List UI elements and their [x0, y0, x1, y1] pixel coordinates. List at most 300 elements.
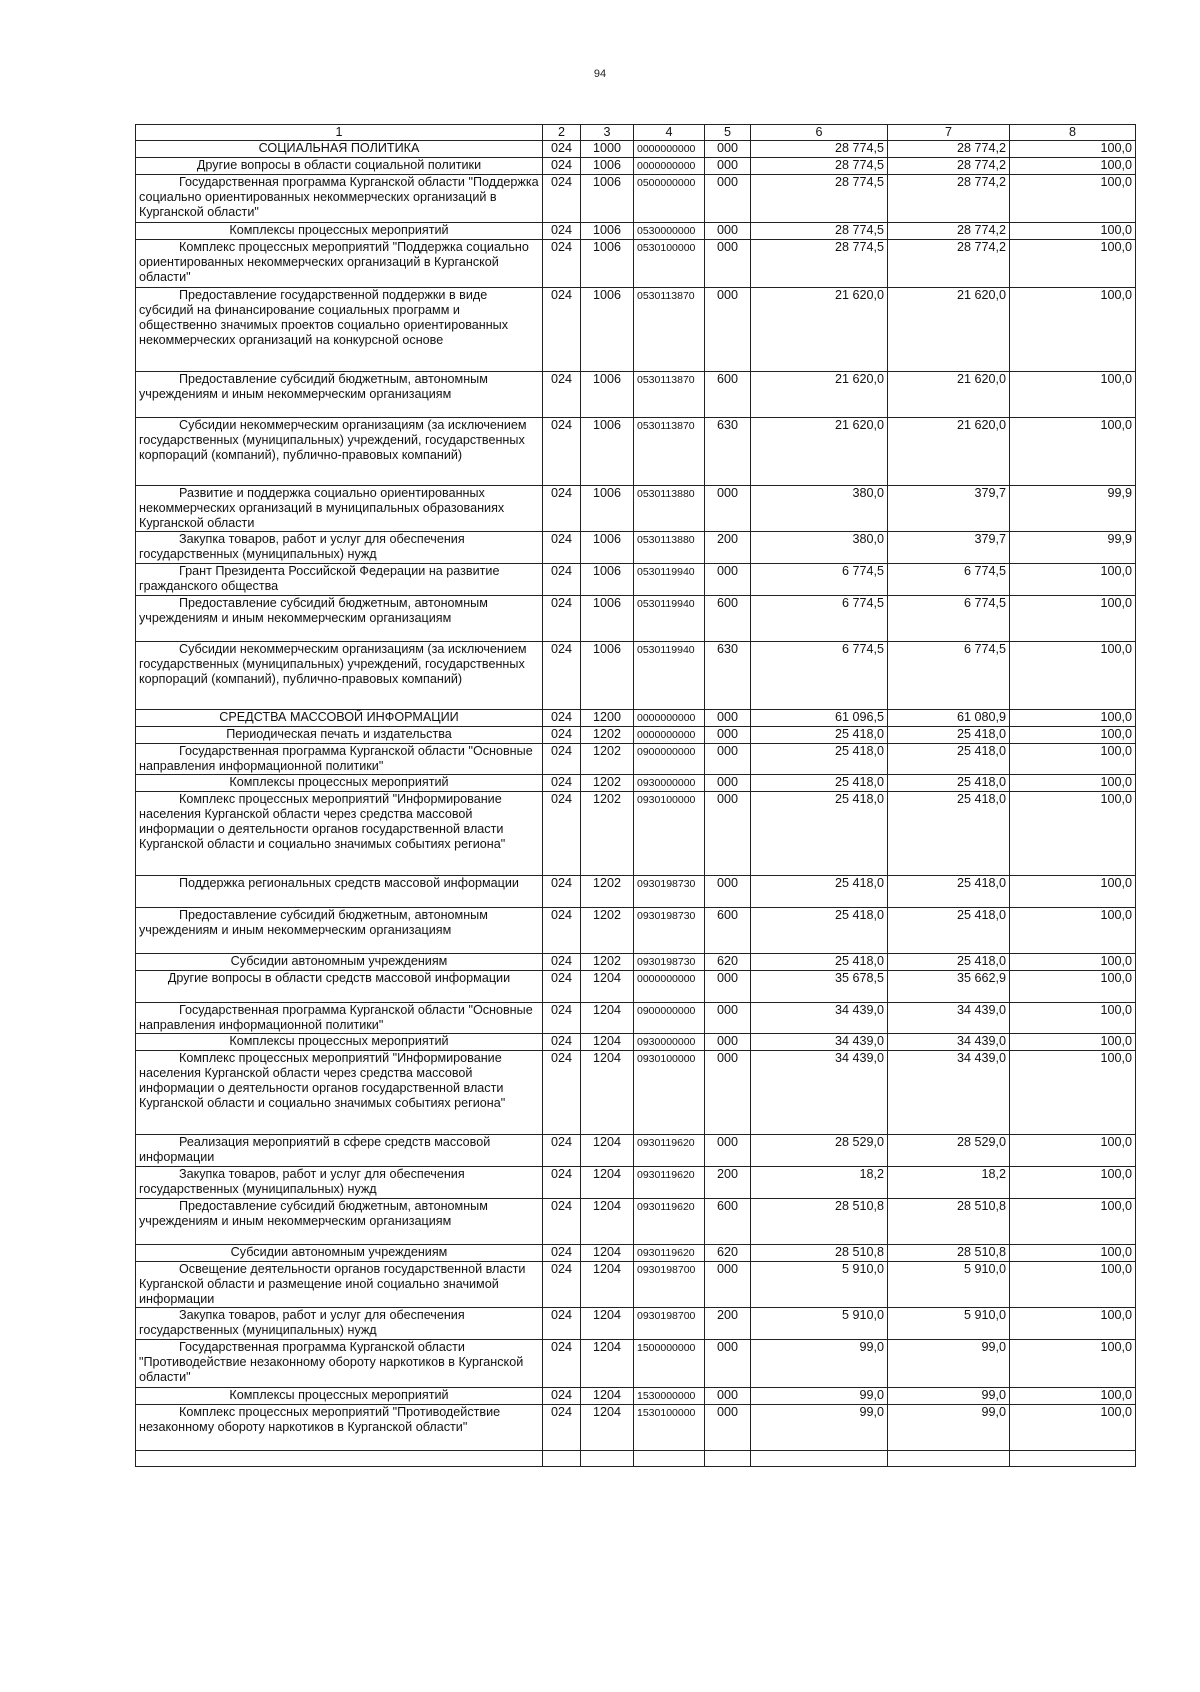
execution-percent: 100,0	[1010, 1340, 1136, 1388]
expense-type-code: 000	[705, 1388, 751, 1405]
target-article-code: 0000000000	[634, 710, 705, 727]
ministry-code: 024	[543, 1405, 581, 1451]
planned-amount: 28 510,8	[751, 1199, 888, 1245]
ministry-code: 024	[543, 1245, 581, 1262]
section-code: 1202	[581, 792, 634, 876]
expense-type-code: 000	[705, 744, 751, 775]
executed-amount: 28 510,8	[888, 1199, 1010, 1245]
table-row	[136, 1167, 1136, 1199]
table-row	[136, 908, 1136, 954]
planned-amount: 6 774,5	[751, 642, 888, 710]
expense-type-code: 600	[705, 908, 751, 954]
item-name: Предоставление субсидий бюджетным, автономным учреждениям и иным некоммерческим организациям	[136, 372, 543, 418]
ministry-code: 024	[543, 1388, 581, 1405]
budget-execution-table	[135, 124, 1136, 1467]
planned-amount: 28 774,5	[751, 158, 888, 175]
target-article-code: 0930198700	[634, 1262, 705, 1308]
planned-amount: 28 529,0	[751, 1135, 888, 1167]
execution-percent: 100,0	[1010, 1388, 1136, 1405]
target-article-code: 0930000000	[634, 775, 705, 792]
target-article-code: 1530100000	[634, 1405, 705, 1451]
target-article-code: 0900000000	[634, 1003, 705, 1034]
expense-type-code: 000	[705, 971, 751, 1003]
table-row	[136, 1135, 1136, 1167]
planned-amount: 5 910,0	[751, 1262, 888, 1308]
execution-percent: 100,0	[1010, 418, 1136, 486]
target-article-code: 0530119940	[634, 642, 705, 710]
target-article-code: 0500000000	[634, 175, 705, 223]
executed-amount: 25 418,0	[888, 954, 1010, 971]
section-code: 1006	[581, 240, 634, 288]
executed-amount: 25 418,0	[888, 792, 1010, 876]
table-row	[136, 486, 1136, 532]
blank-cell	[888, 1451, 1010, 1467]
executed-amount: 21 620,0	[888, 372, 1010, 418]
executed-amount: 61 080,9	[888, 710, 1010, 727]
ministry-code: 024	[543, 240, 581, 288]
expense-type-code: 000	[705, 876, 751, 908]
expense-type-code: 000	[705, 1262, 751, 1308]
target-article-code: 0000000000	[634, 971, 705, 1003]
target-article-code: 0930119620	[634, 1135, 705, 1167]
ministry-code: 024	[543, 908, 581, 954]
section-code: 1204	[581, 1003, 634, 1034]
planned-amount: 35 678,5	[751, 971, 888, 1003]
section-code: 1204	[581, 1262, 634, 1308]
execution-percent: 100,0	[1010, 1051, 1136, 1135]
planned-amount: 25 418,0	[751, 792, 888, 876]
section-code: 1006	[581, 372, 634, 418]
executed-amount: 34 439,0	[888, 1003, 1010, 1034]
execution-percent: 100,0	[1010, 710, 1136, 727]
execution-percent: 100,0	[1010, 1199, 1136, 1245]
expense-type-code: 000	[705, 1034, 751, 1051]
item-name: Закупка товаров, работ и услуг для обеспечения государственных (муниципальных) нужд	[136, 532, 543, 564]
section-code: 1204	[581, 971, 634, 1003]
expense-type-code: 000	[705, 727, 751, 744]
ministry-code: 024	[543, 744, 581, 775]
section-code: 1202	[581, 876, 634, 908]
ministry-code: 024	[543, 1167, 581, 1199]
target-article-code: 0530119940	[634, 596, 705, 642]
executed-amount: 25 418,0	[888, 775, 1010, 792]
ministry-code: 024	[543, 876, 581, 908]
item-name: Другие вопросы в области социальной политики	[136, 158, 543, 175]
expense-type-code: 620	[705, 1245, 751, 1262]
execution-percent: 99,9	[1010, 486, 1136, 532]
ministry-code: 024	[543, 1034, 581, 1051]
item-name: Субсидии некоммерческим организациям (за исключением государственных (муниципальных) учреждений, государственных корпораций (компаний), публично-правовых компаний)	[136, 642, 543, 710]
ministry-code: 024	[543, 775, 581, 792]
ministry-code: 024	[543, 564, 581, 596]
section-code: 1202	[581, 744, 634, 775]
expense-type-code: 000	[705, 775, 751, 792]
table-row	[136, 418, 1136, 486]
ministry-code: 024	[543, 1135, 581, 1167]
executed-amount: 25 418,0	[888, 876, 1010, 908]
executed-amount: 35 662,9	[888, 971, 1010, 1003]
ministry-code: 024	[543, 792, 581, 876]
header-cell-7: 7	[888, 125, 1010, 141]
header-cell-8: 8	[1010, 125, 1136, 141]
target-article-code: 0930000000	[634, 1034, 705, 1051]
planned-amount: 61 096,5	[751, 710, 888, 727]
table-row	[136, 1388, 1136, 1405]
execution-percent: 100,0	[1010, 1405, 1136, 1451]
section-code: 1006	[581, 418, 634, 486]
item-name: Реализация мероприятий в сфере средств массовой информации	[136, 1135, 543, 1167]
executed-amount: 28 774,2	[888, 158, 1010, 175]
table-row	[136, 971, 1136, 1003]
item-name: Государственная программа Курганской области "Основные направления информационной политики"	[136, 744, 543, 775]
execution-percent: 100,0	[1010, 908, 1136, 954]
ministry-code: 024	[543, 288, 581, 372]
executed-amount: 25 418,0	[888, 908, 1010, 954]
target-article-code: 0930119620	[634, 1199, 705, 1245]
section-code: 1006	[581, 288, 634, 372]
target-article-code: 0530113880	[634, 486, 705, 532]
ministry-code: 024	[543, 418, 581, 486]
section-code: 1204	[581, 1167, 634, 1199]
target-article-code: 0530119940	[634, 564, 705, 596]
item-name: Предоставление государственной поддержки в виде субсидий на финансирование социальных программ и общественно значимых проектов социально ориентированных некоммерческих организаций на конкурсной основе	[136, 288, 543, 372]
target-article-code: 0930198700	[634, 1308, 705, 1340]
table-row	[136, 775, 1136, 792]
item-name: Государственная программа Курганской области "Основные направления информационной политики"	[136, 1003, 543, 1034]
target-article-code: 0930100000	[634, 792, 705, 876]
target-article-code: 0000000000	[634, 141, 705, 158]
execution-percent: 100,0	[1010, 727, 1136, 744]
ministry-code: 024	[543, 954, 581, 971]
execution-percent: 100,0	[1010, 372, 1136, 418]
item-name: Другие вопросы в области средств массовой информации	[136, 971, 543, 1003]
execution-percent: 100,0	[1010, 240, 1136, 288]
section-code: 1204	[581, 1135, 634, 1167]
expense-type-code: 000	[705, 710, 751, 727]
table-row	[136, 1199, 1136, 1245]
target-article-code: 0930119620	[634, 1245, 705, 1262]
execution-percent: 100,0	[1010, 642, 1136, 710]
table-row	[136, 223, 1136, 240]
planned-amount: 6 774,5	[751, 596, 888, 642]
table-row	[136, 175, 1136, 223]
expense-type-code: 000	[705, 1340, 751, 1388]
expense-type-code: 000	[705, 175, 751, 223]
table-row	[136, 532, 1136, 564]
target-article-code: 0930100000	[634, 1051, 705, 1135]
planned-amount: 25 418,0	[751, 876, 888, 908]
executed-amount: 28 774,2	[888, 223, 1010, 240]
blank-cell	[1010, 1451, 1136, 1467]
expense-type-code: 200	[705, 532, 751, 564]
item-name: Комплексы процессных мероприятий	[136, 775, 543, 792]
ministry-code: 024	[543, 532, 581, 564]
blank-cell	[634, 1451, 705, 1467]
executed-amount: 6 774,5	[888, 642, 1010, 710]
planned-amount: 25 418,0	[751, 954, 888, 971]
blank-cell	[136, 1451, 543, 1467]
executed-amount: 5 910,0	[888, 1262, 1010, 1308]
ministry-code: 024	[543, 223, 581, 240]
table-row	[136, 1003, 1136, 1034]
executed-amount: 28 774,2	[888, 175, 1010, 223]
section-code: 1202	[581, 727, 634, 744]
expense-type-code: 000	[705, 141, 751, 158]
section-code: 1000	[581, 141, 634, 158]
table-row	[136, 1034, 1136, 1051]
executed-amount: 6 774,5	[888, 564, 1010, 596]
item-name: Комплекс процессных мероприятий "Информирование населения Курганской области через средства массовой информации о деятельности органов государственной власти Курганской области и социально значимых событиях региона"	[136, 1051, 543, 1135]
planned-amount: 34 439,0	[751, 1003, 888, 1034]
section-code: 1006	[581, 532, 634, 564]
expense-type-code: 600	[705, 1199, 751, 1245]
target-article-code: 0530113870	[634, 288, 705, 372]
ministry-code: 024	[543, 1262, 581, 1308]
executed-amount: 34 439,0	[888, 1034, 1010, 1051]
ministry-code: 024	[543, 1003, 581, 1034]
ministry-code: 024	[543, 727, 581, 744]
section-code: 1204	[581, 1388, 634, 1405]
planned-amount: 5 910,0	[751, 1308, 888, 1340]
item-name: Поддержка региональных средств массовой информации	[136, 876, 543, 908]
planned-amount: 34 439,0	[751, 1051, 888, 1135]
ministry-code: 024	[543, 710, 581, 727]
planned-amount: 99,0	[751, 1405, 888, 1451]
expense-type-code: 000	[705, 240, 751, 288]
execution-percent: 100,0	[1010, 1003, 1136, 1034]
item-name: Государственная программа Курганской области "Противодействие незаконному обороту наркотиков в Курганской области"	[136, 1340, 543, 1388]
planned-amount: 380,0	[751, 486, 888, 532]
planned-amount: 28 774,5	[751, 223, 888, 240]
item-name: Субсидии некоммерческим организациям (за исключением государственных (муниципальных) учреждений, государственных корпораций (компаний), публично-правовых компаний)	[136, 418, 543, 486]
execution-percent: 100,0	[1010, 1034, 1136, 1051]
ministry-code: 024	[543, 642, 581, 710]
planned-amount: 25 418,0	[751, 908, 888, 954]
planned-amount: 34 439,0	[751, 1034, 888, 1051]
execution-percent: 100,0	[1010, 775, 1136, 792]
section-code: 1204	[581, 1051, 634, 1135]
section-code: 1006	[581, 223, 634, 240]
blank-cell	[705, 1451, 751, 1467]
executed-amount: 21 620,0	[888, 418, 1010, 486]
execution-percent: 100,0	[1010, 158, 1136, 175]
section-code: 1202	[581, 954, 634, 971]
table-row	[136, 876, 1136, 908]
expense-type-code: 000	[705, 1135, 751, 1167]
expense-type-code: 000	[705, 1051, 751, 1135]
section-code: 1006	[581, 486, 634, 532]
blank-cell	[751, 1451, 888, 1467]
table-row	[136, 288, 1136, 372]
ministry-code: 024	[543, 1340, 581, 1388]
item-name: СОЦИАЛЬНАЯ ПОЛИТИКА	[136, 141, 543, 158]
section-code: 1202	[581, 775, 634, 792]
executed-amount: 6 774,5	[888, 596, 1010, 642]
execution-percent: 100,0	[1010, 141, 1136, 158]
item-name: Предоставление субсидий бюджетным, автономным учреждениям и иным некоммерческим организациям	[136, 596, 543, 642]
executed-amount: 99,0	[888, 1405, 1010, 1451]
table-row	[136, 158, 1136, 175]
expense-type-code: 000	[705, 486, 751, 532]
section-code: 1204	[581, 1245, 634, 1262]
planned-amount: 28 774,5	[751, 240, 888, 288]
execution-percent: 100,0	[1010, 792, 1136, 876]
table-row	[136, 564, 1136, 596]
section-code: 1006	[581, 175, 634, 223]
section-code: 1202	[581, 908, 634, 954]
blank-cell	[543, 1451, 581, 1467]
executed-amount: 28 529,0	[888, 1135, 1010, 1167]
target-article-code: 0930119620	[634, 1167, 705, 1199]
expense-type-code: 200	[705, 1167, 751, 1199]
expense-type-code: 000	[705, 792, 751, 876]
executed-amount: 25 418,0	[888, 727, 1010, 744]
section-code: 1200	[581, 710, 634, 727]
execution-percent: 100,0	[1010, 223, 1136, 240]
target-article-code: 0530113870	[634, 372, 705, 418]
ministry-code: 024	[543, 486, 581, 532]
execution-percent: 100,0	[1010, 1262, 1136, 1308]
header-cell-6: 6	[751, 125, 888, 141]
ministry-code: 024	[543, 372, 581, 418]
table-row	[136, 141, 1136, 158]
table-row	[136, 596, 1136, 642]
planned-amount: 21 620,0	[751, 372, 888, 418]
ministry-code: 024	[543, 971, 581, 1003]
header-cell-1: 1	[136, 125, 543, 141]
item-name: Комплекс процессных мероприятий "Информирование населения Курганской области через средства массовой информации о деятельности органов государственной власти Курганской области и социально значимых событиях региона"	[136, 792, 543, 876]
table-row	[136, 710, 1136, 727]
table-row	[136, 1340, 1136, 1388]
item-name: Комплексы процессных мероприятий	[136, 1388, 543, 1405]
ministry-code: 024	[543, 175, 581, 223]
execution-percent: 100,0	[1010, 564, 1136, 596]
item-name: Субсидии автономным учреждениям	[136, 1245, 543, 1262]
section-code: 1204	[581, 1308, 634, 1340]
execution-percent: 99,9	[1010, 532, 1136, 564]
ministry-code: 024	[543, 141, 581, 158]
table-body	[136, 141, 1136, 1467]
item-name: Развитие и поддержка социально ориентированных некоммерческих организаций в муниципальных образованиях Курганской области	[136, 486, 543, 532]
table-row	[136, 240, 1136, 288]
table-row	[136, 744, 1136, 775]
executed-amount: 99,0	[888, 1340, 1010, 1388]
execution-percent: 100,0	[1010, 596, 1136, 642]
execution-percent: 100,0	[1010, 175, 1136, 223]
expense-type-code: 600	[705, 372, 751, 418]
section-code: 1006	[581, 596, 634, 642]
target-article-code: 0530000000	[634, 223, 705, 240]
table-row	[136, 727, 1136, 744]
target-article-code: 0930198730	[634, 954, 705, 971]
planned-amount: 18,2	[751, 1167, 888, 1199]
executed-amount: 28 510,8	[888, 1245, 1010, 1262]
item-name: Грант Президента Российской Федерации на развитие гражданского общества	[136, 564, 543, 596]
item-name: Субсидии автономным учреждениям	[136, 954, 543, 971]
executed-amount: 379,7	[888, 486, 1010, 532]
planned-amount: 25 418,0	[751, 775, 888, 792]
expense-type-code: 000	[705, 1003, 751, 1034]
item-name: Предоставление субсидий бюджетным, автономным учреждениям и иным некоммерческим организациям	[136, 1199, 543, 1245]
target-article-code: 0000000000	[634, 158, 705, 175]
executed-amount: 28 774,2	[888, 240, 1010, 288]
item-name: Периодическая печать и издательства	[136, 727, 543, 744]
ministry-code: 024	[543, 596, 581, 642]
target-article-code: 1530000000	[634, 1388, 705, 1405]
item-name: Закупка товаров, работ и услуг для обеспечения государственных (муниципальных) нужд	[136, 1308, 543, 1340]
item-name: Предоставление субсидий бюджетным, автономным учреждениям и иным некоммерческим организациям	[136, 908, 543, 954]
header-cell-5: 5	[705, 125, 751, 141]
target-article-code: 0000000000	[634, 727, 705, 744]
ministry-code: 024	[543, 1051, 581, 1135]
expense-type-code: 000	[705, 1405, 751, 1451]
expense-type-code: 620	[705, 954, 751, 971]
executed-amount: 25 418,0	[888, 744, 1010, 775]
item-name: Государственная программа Курганской области "Поддержка социально ориентированных некоммерческих организаций в Курганской области"	[136, 175, 543, 223]
executed-amount: 28 774,2	[888, 141, 1010, 158]
planned-amount: 28 774,5	[751, 175, 888, 223]
target-article-code: 1500000000	[634, 1340, 705, 1388]
section-code: 1204	[581, 1340, 634, 1388]
target-article-code: 0530113870	[634, 418, 705, 486]
blank-cell	[581, 1451, 634, 1467]
executed-amount: 34 439,0	[888, 1051, 1010, 1135]
section-code: 1204	[581, 1034, 634, 1051]
section-code: 1006	[581, 564, 634, 596]
expense-type-code: 600	[705, 596, 751, 642]
planned-amount: 21 620,0	[751, 288, 888, 372]
expense-type-code: 200	[705, 1308, 751, 1340]
table-row	[136, 1245, 1136, 1262]
executed-amount: 99,0	[888, 1388, 1010, 1405]
table-row	[136, 1262, 1136, 1308]
expense-type-code: 000	[705, 223, 751, 240]
ministry-code: 024	[543, 1308, 581, 1340]
table-row	[136, 1308, 1136, 1340]
header-cell-2: 2	[543, 125, 581, 141]
execution-percent: 100,0	[1010, 744, 1136, 775]
executed-amount: 5 910,0	[888, 1308, 1010, 1340]
expense-type-code: 630	[705, 642, 751, 710]
table-row	[136, 792, 1136, 876]
section-code: 1006	[581, 642, 634, 710]
table-row	[136, 1051, 1136, 1135]
table-row	[136, 954, 1136, 971]
item-name: СРЕДСТВА МАССОВОЙ ИНФОРМАЦИИ	[136, 710, 543, 727]
item-name: Освещение деятельности органов государственной власти Курганской области и размещение иной социально значимой информации	[136, 1262, 543, 1308]
planned-amount: 99,0	[751, 1388, 888, 1405]
executed-amount: 379,7	[888, 532, 1010, 564]
table-row	[136, 372, 1136, 418]
section-code: 1204	[581, 1199, 634, 1245]
expense-type-code: 000	[705, 158, 751, 175]
section-code: 1204	[581, 1405, 634, 1451]
target-article-code: 0530100000	[634, 240, 705, 288]
execution-percent: 100,0	[1010, 1135, 1136, 1167]
execution-percent: 100,0	[1010, 1167, 1136, 1199]
column-number-header-row	[136, 125, 1136, 141]
planned-amount: 25 418,0	[751, 744, 888, 775]
execution-percent: 100,0	[1010, 1308, 1136, 1340]
execution-percent: 100,0	[1010, 876, 1136, 908]
planned-amount: 28 510,8	[751, 1245, 888, 1262]
executed-amount: 18,2	[888, 1167, 1010, 1199]
planned-amount: 28 774,5	[751, 141, 888, 158]
item-name: Комплекс процессных мероприятий "Противодействие незаконному обороту наркотиков в Курганской области"	[136, 1405, 543, 1451]
table-blank-row	[136, 1451, 1136, 1467]
target-article-code: 0930198730	[634, 908, 705, 954]
execution-percent: 100,0	[1010, 288, 1136, 372]
